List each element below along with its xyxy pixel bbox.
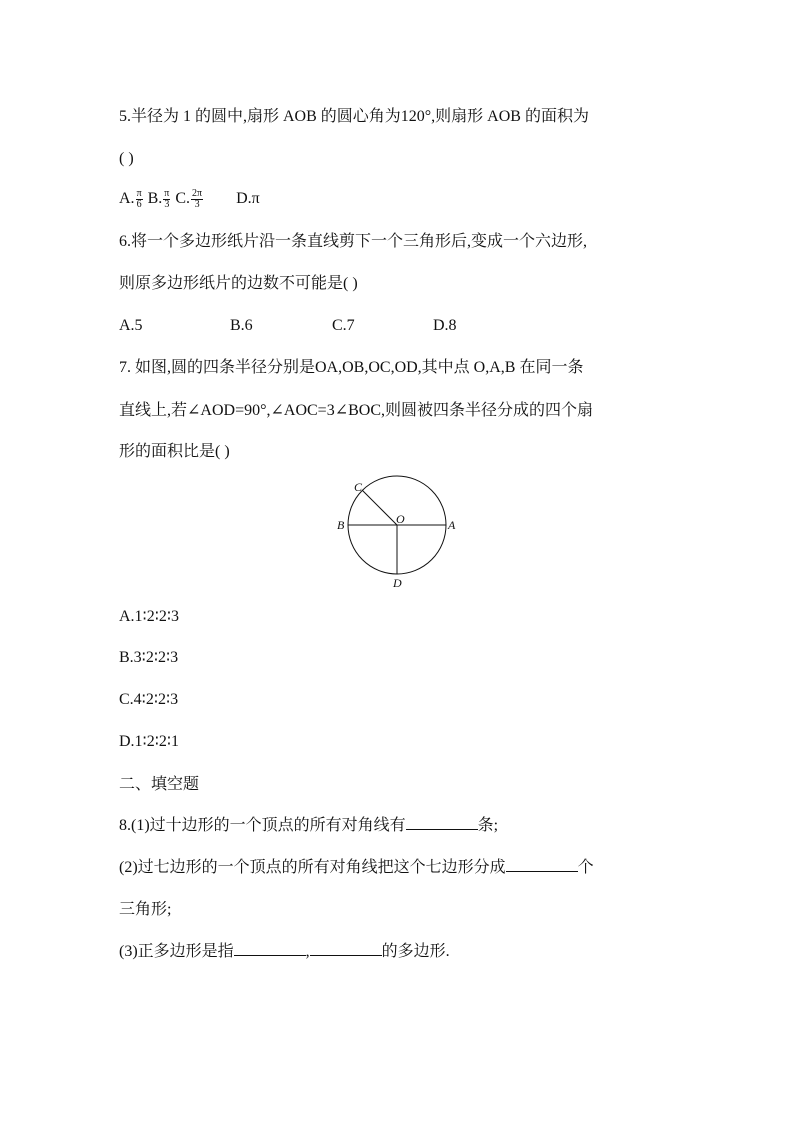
q5-option-c-num: 2π bbox=[192, 187, 203, 199]
circle-figure bbox=[330, 472, 465, 592]
q8-part3-comma: , bbox=[305, 943, 310, 960]
q8-part1-prefix: 8.(1)过十边形的一个顶点的所有对角线有 bbox=[119, 817, 406, 834]
q7-option-d: D.1∶2∶2∶1 bbox=[119, 733, 180, 750]
label-a: A bbox=[448, 518, 456, 532]
q7-option-b: B.3∶2∶2∶3 bbox=[119, 649, 179, 666]
q8-part2-prefix: (2)过七边形的一个顶点的所有对角线把这个七边形分成 bbox=[119, 859, 506, 876]
q5-option-a-label: A. bbox=[119, 190, 135, 207]
q7-line1: 7. 如图,圆的四条半径分别是OA,OB,OC,OD,其中点 O,A,B 在同一条 bbox=[119, 359, 584, 376]
label-o: O bbox=[396, 512, 405, 526]
q8-part2-blank bbox=[506, 857, 578, 872]
q5-option-b-label: B. bbox=[147, 190, 163, 207]
q8-part3-blank2 bbox=[310, 941, 382, 956]
q5-option-a-num: π bbox=[136, 187, 142, 199]
section-title-fill-in: 二、填空题 bbox=[119, 774, 200, 793]
q8-part3-prefix: (3)正多边形是指 bbox=[119, 943, 234, 960]
q8-part3 bbox=[119, 941, 450, 963]
q5-option-b-den: 3 bbox=[164, 198, 170, 210]
q5-stem: 5.半径为 1 的圆中,扇形 AOB 的圆心角为120°,则扇形 AOB 的面积为 bbox=[119, 108, 589, 125]
q6-line2: 则原多边形纸片的边数不可能是( ) bbox=[119, 275, 358, 292]
q5-answer-paren: ( ) bbox=[119, 150, 134, 167]
q6-line1: 6.将一个多边形纸片沿一条直线剪下一个三角形后,变成一个六边形, bbox=[119, 233, 588, 250]
q5-option-c-fraction bbox=[191, 189, 203, 210]
q5-option-d: D.π bbox=[236, 190, 260, 207]
q5-option-c-label: C. bbox=[175, 190, 191, 207]
q8-part3-blank1 bbox=[234, 941, 306, 956]
q5-options bbox=[119, 188, 260, 210]
q5-option-a-den: 6 bbox=[136, 198, 142, 210]
label-b: B bbox=[337, 518, 345, 532]
q5-option-a-fraction bbox=[136, 189, 143, 210]
q6-option-d: D.8 bbox=[433, 317, 457, 334]
radius-oc bbox=[362, 490, 397, 525]
q6-option-b: B.6 bbox=[230, 317, 253, 334]
q5-option-b-fraction bbox=[163, 189, 170, 210]
q7-option-a: A.1∶2∶2∶3 bbox=[119, 608, 180, 625]
q7-line2: 直线上,若∠AOD=90°,∠AOC=3∠BOC,则圆被四条半径分成的四个扇 bbox=[119, 402, 594, 419]
q8-part1-suffix: 条; bbox=[477, 817, 499, 834]
q8-part2-suffix: 个 bbox=[577, 859, 594, 876]
label-c: C bbox=[354, 480, 363, 494]
q8-part3-suffix: 的多边形. bbox=[381, 943, 450, 960]
q7-option-c: C.4∶2∶2∶3 bbox=[119, 691, 179, 708]
q8-part1-blank bbox=[406, 815, 478, 830]
q8-part1 bbox=[119, 815, 498, 837]
q8-part2-line2: 三角形; bbox=[119, 901, 172, 918]
q6-option-a: A.5 bbox=[119, 317, 143, 334]
label-d: D bbox=[393, 576, 402, 590]
q8-part2 bbox=[119, 857, 594, 879]
q5-option-c-den: 3 bbox=[194, 198, 200, 210]
q6-option-c: C.7 bbox=[332, 317, 355, 334]
q5-option-b-num: π bbox=[164, 187, 170, 199]
q7-line3: 形的面积比是( ) bbox=[119, 443, 230, 460]
